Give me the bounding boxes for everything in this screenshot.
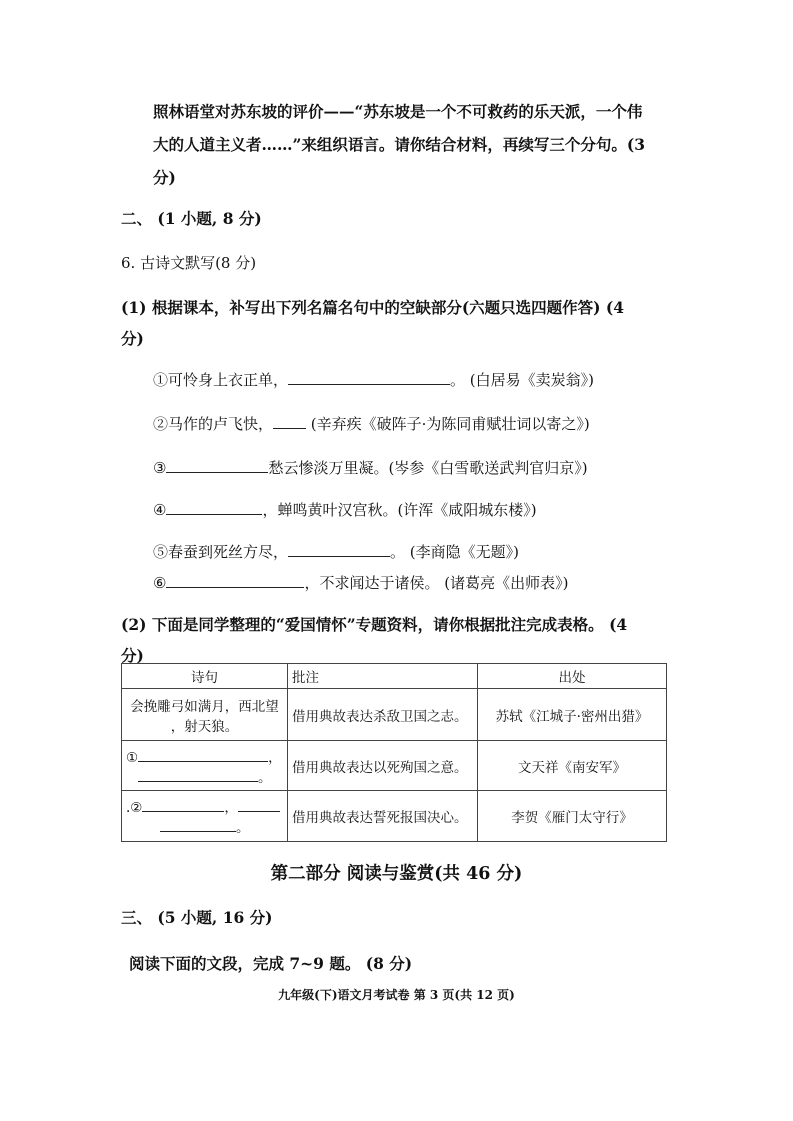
page-footer: 九年级(下)语文月考试卷 第 3 页(共 12 页) xyxy=(278,988,515,1002)
table-row xyxy=(122,741,667,791)
source-cell: 苏轼《江城子·密州出猎》 xyxy=(478,689,667,741)
header-source: 出处 xyxy=(478,664,667,689)
blank-separator: ， xyxy=(224,800,238,816)
answer-blank[interactable] xyxy=(166,513,262,515)
blank-marker: .② xyxy=(126,800,143,816)
question-6-title: 6. 古诗文默写(8 分) xyxy=(121,254,257,272)
poem-cell xyxy=(122,689,288,741)
recitation-item xyxy=(153,369,594,390)
recitation-item xyxy=(153,457,588,478)
blank-end: 。 xyxy=(236,820,250,836)
part-1-line-2: 分) xyxy=(121,329,144,348)
blank-marker: ① xyxy=(126,749,139,766)
item-text-after: (辛弃疾《破阵子·为陈同甫赋壮词以寄之》) xyxy=(310,415,590,433)
section-three-heading: 三、 (5 小题, 16 分) xyxy=(121,908,273,927)
item-text-before: ⑥ xyxy=(153,574,167,592)
item-text-before: ③ xyxy=(153,459,167,477)
item-text-after: 。 (白居易《卖炭翁》) xyxy=(450,371,594,389)
blank-end: 。 xyxy=(258,769,272,786)
reading-instruction: 阅读下面的文段，完成 7~9 题。 (8 分) xyxy=(129,954,413,973)
table-header-row xyxy=(122,664,667,689)
note-cell: 借用典故表达杀敌卫国之志。 xyxy=(288,689,478,741)
poem-cell xyxy=(122,741,288,791)
answer-blank[interactable] xyxy=(138,780,258,782)
answer-blank[interactable] xyxy=(166,586,304,588)
answer-blank[interactable] xyxy=(142,810,224,812)
item-text-before: ①可怜身上衣正单， xyxy=(153,371,289,389)
patriotism-table xyxy=(121,663,667,842)
table-row xyxy=(122,791,667,842)
answer-blank[interactable] xyxy=(288,555,390,557)
recitation-item xyxy=(153,541,519,562)
item-text-after: ，不求闻达于诸侯。 (诸葛亮《出师表》) xyxy=(304,574,569,592)
source-cell: 李贺《雁门太守行》 xyxy=(478,791,667,842)
answer-blank[interactable] xyxy=(166,471,268,473)
part-two-title: 第二部分 阅读与鉴赏(共 46 分) xyxy=(270,864,523,884)
intro-line-3: 分) xyxy=(153,168,176,187)
note-cell: 借用典故表达誓死报国决心。 xyxy=(288,791,478,842)
answer-blank[interactable] xyxy=(273,427,306,429)
header-poem: 诗句 xyxy=(122,664,288,689)
answer-blank[interactable] xyxy=(238,810,280,812)
part-2-line-2: 分) xyxy=(121,646,144,665)
item-text-before: ②马作的卢飞快， xyxy=(153,415,274,433)
item-text-after: 。 (李商隐《无题》) xyxy=(390,543,519,561)
part-2-line-1: (2) 下面是同学整理的“爱国情怀”专题资料，请你根据批注完成表格。 (4 xyxy=(121,615,628,634)
poem-line: 会挽雕弓如满月，西北望 xyxy=(130,698,279,715)
part-1-line-1: (1) 根据课本，补写出下列名篇名句中的空缺部分(六题只选四题作答) (4 xyxy=(121,298,625,317)
recitation-item xyxy=(153,572,568,593)
section-two-heading: 二、 (1 小题, 8 分) xyxy=(121,209,262,228)
header-note: 批注 xyxy=(288,664,478,689)
answer-blank[interactable] xyxy=(160,830,236,832)
answer-blank[interactable] xyxy=(288,383,450,385)
source-cell: 文天祥《南安军》 xyxy=(478,741,667,791)
table-row xyxy=(122,689,667,741)
item-text-after: ，蝉鸣黄叶汉宫秋。(许浑《咸阳城东楼》) xyxy=(262,501,537,519)
item-text-before: ⑤春蚕到死丝方尽， xyxy=(153,543,289,561)
recitation-item xyxy=(153,499,537,520)
item-text-after: 愁云惨淡万里凝。(岑参《白雪歌送武判官归京》) xyxy=(268,459,588,477)
blank-separator: ， xyxy=(268,749,282,766)
intro-line-2: 大的人道主义者……”来组织语言。请你结合材料，再续写三个分句。(3 xyxy=(153,135,646,154)
poem-line: ，射天狼。 xyxy=(170,718,239,735)
item-text-before: ④ xyxy=(153,501,167,519)
note-cell: 借用典故表达以死殉国之意。 xyxy=(288,741,478,791)
poem-cell xyxy=(122,791,288,842)
answer-blank[interactable] xyxy=(138,760,268,762)
recitation-item xyxy=(153,413,590,434)
intro-line-1: 照林语堂对苏东坡的评价——“苏东坡是一个不可救药的乐天派，一个伟 xyxy=(153,102,643,121)
